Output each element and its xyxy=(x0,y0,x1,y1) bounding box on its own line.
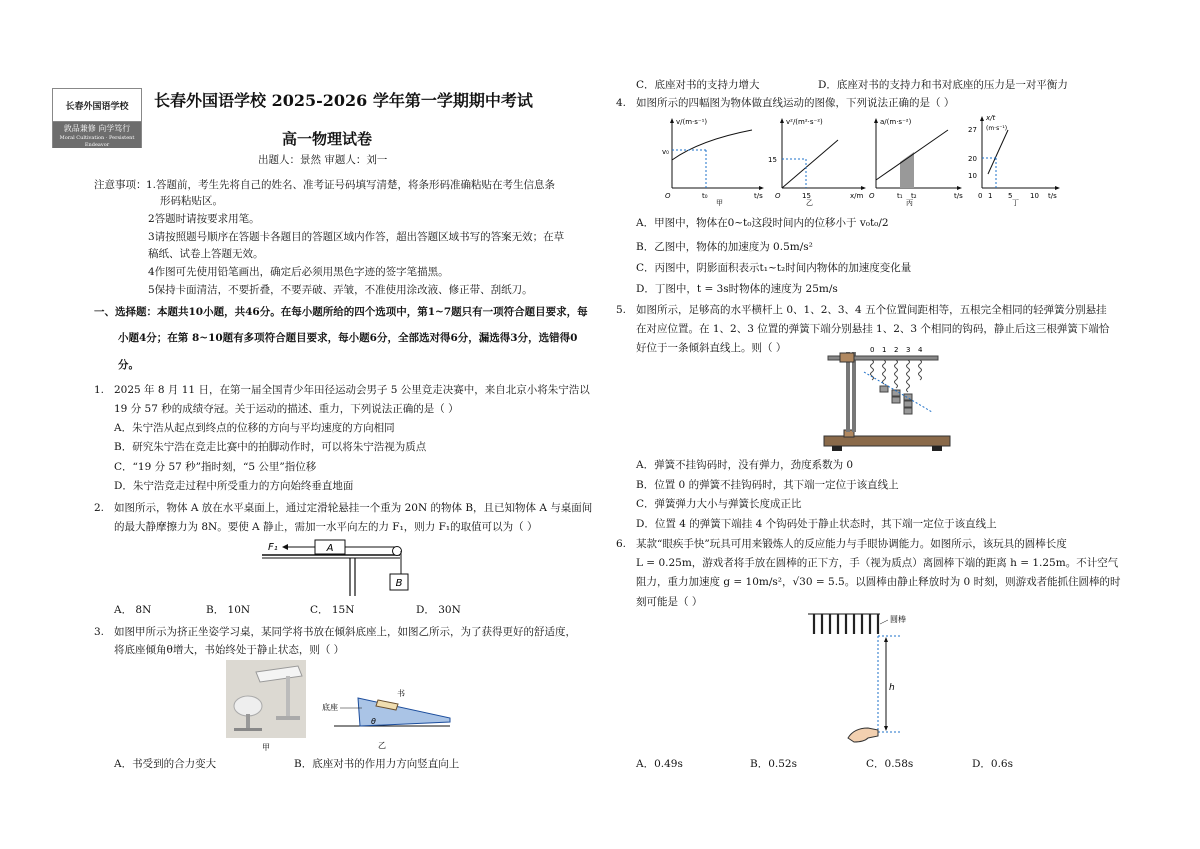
axis-x-label: t/s xyxy=(954,192,963,200)
option-d: D．0.6s xyxy=(972,758,1014,770)
graph-bing xyxy=(866,114,970,206)
tick-label: 1 xyxy=(988,192,993,200)
graph-caption: 丙 xyxy=(906,199,913,206)
position-label: 3 xyxy=(906,346,911,354)
graph-caption: 甲 xyxy=(716,199,723,206)
section-heading: 小题4分；在第 8~10题有多项符合题目要求，每小题6分，全部选对得6分，漏选得3分，选错得0 xyxy=(118,332,578,344)
position-label: 1 xyxy=(882,346,887,354)
option-d: D． 30N xyxy=(416,604,461,616)
question-text: 好位于一条倾斜直线上。则（ ） xyxy=(636,342,787,354)
option-a: A．甲图中，物体在0~t₀这段时间内的位移小于 v₀t₀/2 xyxy=(636,217,889,229)
question-number: 6. xyxy=(616,538,627,550)
option-a: A．书受到的合力变大 xyxy=(114,758,217,770)
tick-label: 15 xyxy=(802,192,811,200)
option-b: B．0.52s xyxy=(750,758,797,770)
tick-label: 15 xyxy=(768,156,777,164)
hand-icon xyxy=(848,728,878,742)
question-text: 某款“眼疾手快”玩具可用来锻炼人的反应能力与手眼协调能力。如图所示，该玩具的圆棒长度 xyxy=(636,538,1067,550)
option-a: A． 8N xyxy=(114,604,152,616)
question-number: 1. xyxy=(94,384,105,396)
exam-subtitle: 高一物理试卷 xyxy=(282,130,373,148)
exam-title: 长春外国语学校 2025-2026 学年第一学期期中考试 xyxy=(154,91,533,110)
axis-y-label: v²/(m²·s⁻²) xyxy=(786,118,823,126)
note-line: 形码粘贴区。 xyxy=(160,195,223,207)
question-number: 2. xyxy=(94,502,105,514)
q3-desk-photo xyxy=(226,660,306,752)
note-line: 3请按照题号顺序在答题卡各题目的答题区域内作答，超出答题区域书写的答案无效；在草 xyxy=(148,231,565,243)
question-number: 3. xyxy=(94,626,105,638)
question-text: 在对应位置。在 1、2、3 位置的弹簧下端分别悬挂 1、2、3 个相同的钩码，静止后这三根弹簧下端恰 xyxy=(636,323,1110,335)
origin-label: O xyxy=(665,192,671,200)
origin-label: O xyxy=(869,192,875,200)
option-b: B． 10N xyxy=(206,604,251,616)
section-heading: 分。 xyxy=(118,359,139,371)
note-line: 2答题时请按要求用笔。 xyxy=(148,213,260,225)
option-a: A．0.49s xyxy=(636,758,683,770)
position-label: 4 xyxy=(918,346,923,354)
question-text: 刻可能是（ ） xyxy=(636,596,703,608)
axis-y-label: v/(m·s⁻¹) xyxy=(676,118,708,126)
fig-caption: 甲 xyxy=(262,743,270,752)
tick-label: 27 xyxy=(968,126,977,134)
logo-name: 长春外国语学校 xyxy=(53,89,141,122)
section-heading: 一、选择题：本题共10小题，共46分。在每小题所给的四个选项中，第1~7题只有一项符合题目要求，每 xyxy=(94,306,588,318)
question-text: 如图所示，足够高的水平横杆上 0、1、2、3、4 五个位置间距相等，五根完全相同的轻弹簧分别悬挂 xyxy=(636,304,1107,316)
base-label: 底座 xyxy=(322,703,338,712)
axis-y-label: a/(m·s⁻²) xyxy=(880,118,912,126)
graph-jia xyxy=(660,114,770,206)
school-logo xyxy=(52,88,142,148)
question-text: L = 0.25m，游戏者将手放在圆棒的正下方，手（视为质点）离圆棒下端的距离 h = 1.25m。不计空气 xyxy=(636,557,1119,569)
axis-x-label: t/s xyxy=(754,192,763,200)
notes-label: 注意事项： xyxy=(94,179,147,191)
option-c: C．底座对书的支持力增大 xyxy=(636,79,760,91)
note-line: 4作图可先使用铅笔画出，确定后必须用黑色字迹的签字笔描黑。 xyxy=(148,266,449,278)
note-line: 5保持卡面清洁，不要折叠，不要弄破、弄皱，不准使用涂改液、修正带、刮纸刀。 xyxy=(148,284,533,296)
option-c: C． 15N xyxy=(310,604,355,616)
pulley-icon xyxy=(393,547,402,556)
option-c: C．丙图中，阴影面积表示t₁~t₂时间内物体的加速度变化量 xyxy=(636,262,912,274)
question-text: 的最大静摩擦力为 8N。要使 A 静止，需加一水平向左的力 F₁，则力 F₁的取值可以为（ ） xyxy=(114,521,538,533)
graph-caption: 乙 xyxy=(806,199,813,206)
logo-sub: Moral Cultivation · Persistent Endeavor xyxy=(59,135,135,148)
axis-x-label: t/s xyxy=(1048,192,1057,200)
block-b-label: B xyxy=(395,578,403,589)
q2-pulley-figure xyxy=(260,534,420,596)
tick-label: 10 xyxy=(1030,192,1039,200)
q3-incline-figure xyxy=(320,686,460,752)
option-c: C．弹簧弹力大小与弹簧长度成正比 xyxy=(636,498,802,510)
question-text: 如图甲所示为挤正坐姿学习桌，某同学将书放在倾斜底座上，如图乙所示，为了获得更好的舒适度， xyxy=(114,626,576,638)
force-label: F₁ xyxy=(268,542,278,553)
h-label: h xyxy=(889,683,895,693)
book-label: 书 xyxy=(397,689,405,698)
q6-rod-figure xyxy=(800,610,940,750)
option-b: B．研究朱宁浩在竞走比赛中的拍脚动作时，可以将朱宁浩视为质点 xyxy=(114,441,427,453)
question-text: 阻力，重力加速度 g = 10m/s²，√30 = 5.5。以圆棒由静止释放时为 0 时刻，则游戏者能抓住圆棒的时 xyxy=(636,576,1121,588)
tick-label: 10 xyxy=(968,172,977,180)
question-text: 如图所示，物体 A 放在水平桌面上，通过定滑轮悬挂一个重为 20N 的物体 B，且已知物体 A 与桌面间 xyxy=(114,502,593,514)
option-d: D．丁图中，t = 3s时物体的速度为 25m/s xyxy=(636,283,838,295)
question-text: 将底座倾角θ增大，书始终处于静止状态，则（ ） xyxy=(114,644,345,656)
note-line: 稿纸、试卷上答题无效。 xyxy=(148,248,264,260)
axis-y-label: x/t xyxy=(986,114,996,122)
note-line: 1.答题前，考生先将自己的姓名、准考证号码填写清楚，将条形码准确粘贴在考生信息条 xyxy=(146,179,556,191)
tick-label: t₂ xyxy=(911,192,917,200)
question-text: 2025 年 8 月 11 日，在第一届全国青少年田径运动会男子 5 公里竞走决赛中，来自北京小将朱宁浩以 xyxy=(114,384,590,396)
exam-authors: 出题人：景然 审题人：刘一 xyxy=(258,154,388,166)
theta-label: θ xyxy=(371,717,376,726)
origin-label: O xyxy=(775,192,781,200)
option-d: D．底座对书的支持力和书对底座的压力是一对平衡力 xyxy=(818,79,1068,91)
option-d: D．朱宁浩竞走过程中所受重力的方向始终垂直地面 xyxy=(114,480,354,492)
rod-label: 圆棒 xyxy=(890,615,906,624)
position-label: 2 xyxy=(894,346,899,354)
option-c: C．0.58s xyxy=(866,758,914,770)
option-c: C．“19 分 57 秒”指时刻，“5 公里”指位移 xyxy=(114,461,317,473)
graph-yi xyxy=(760,114,872,206)
q5-spring-figure xyxy=(820,344,954,454)
tick-label: t₀ xyxy=(702,192,708,200)
axis-x-label: x/m xyxy=(850,192,864,200)
tick-label: 5 xyxy=(1008,192,1013,200)
option-b: B．乙图中，物体的加速度为 0.5m/s² xyxy=(636,241,813,253)
block-a-label: A xyxy=(326,543,334,554)
option-b: B．位置 0 的弹簧不挂钩码时，其下端一定位于该直线上 xyxy=(636,479,899,491)
option-a: A．弹簧不挂钩码时，没有弹力，劲度系数为 0 xyxy=(636,459,854,471)
question-text: 19 分 57 秒的成绩夺冠。关于运动的描述、重力，下列说法正确的是（ ） xyxy=(114,403,459,415)
option-b: B．底座对书的作用力方向竖直向上 xyxy=(294,758,460,770)
position-label: 0 xyxy=(870,346,875,354)
logo-motto: 敦品兼修 向学笃行 xyxy=(63,124,131,133)
question-text: 如图所示的四幅图为物体做直线运动的图像，下列说法正确的是（ ） xyxy=(636,97,955,109)
question-number: 5. xyxy=(616,304,627,316)
graph-ding xyxy=(962,112,1066,206)
fig-caption: 乙 xyxy=(378,741,386,750)
tick-label: 0 xyxy=(978,192,983,200)
graph-caption: 丁 xyxy=(1012,199,1019,206)
axis-y-unit: (m·s⁻¹) xyxy=(986,125,1008,132)
question-number: 4. xyxy=(616,97,627,109)
option-d: D．位置 4 的弹簧下端挂 4 个钩码处于静止状态时，其下端一定位于该直线上 xyxy=(636,518,997,530)
tick-label: t₁ xyxy=(897,192,903,200)
tick-label: v₀ xyxy=(662,148,669,156)
option-a: A．朱宁浩从起点到终点的位移的方向与平均速度的方向相同 xyxy=(114,422,395,434)
tick-label: 20 xyxy=(968,155,977,163)
